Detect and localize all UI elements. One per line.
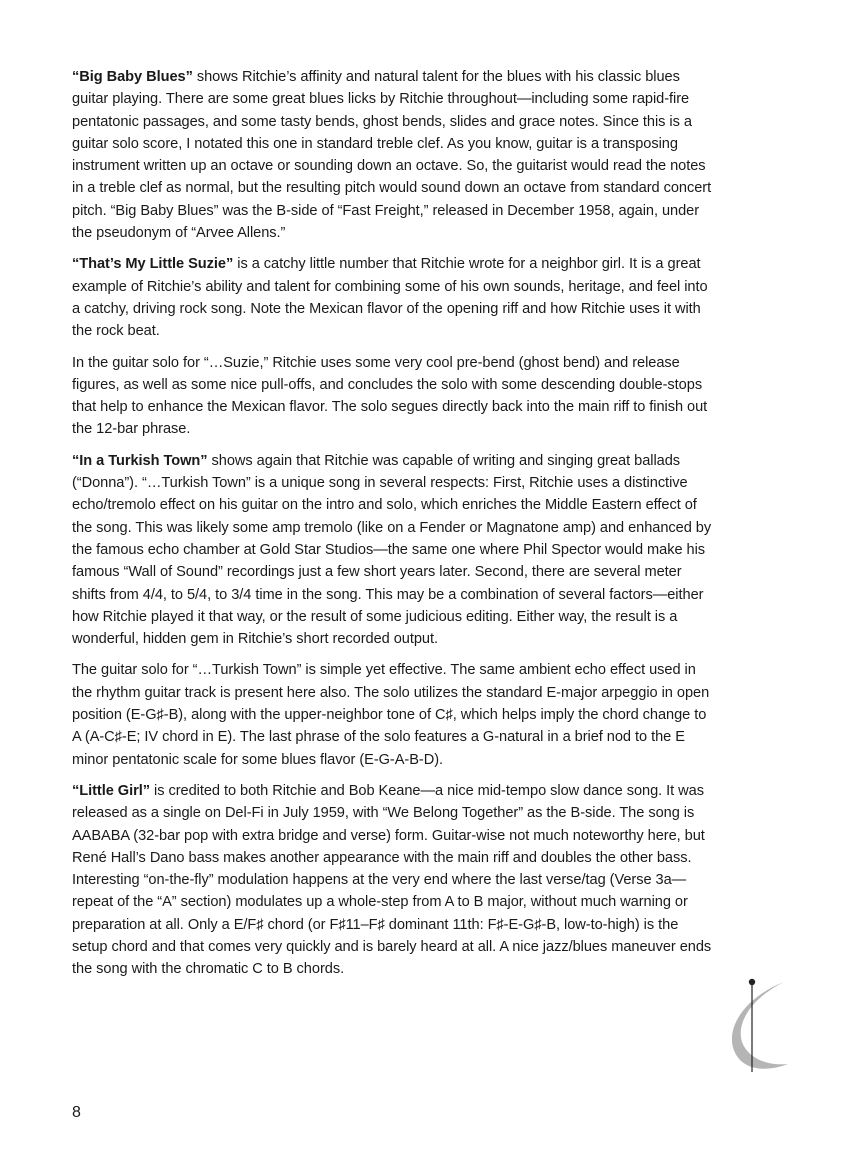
paragraph-little-girl <box>72 780 712 981</box>
paragraph-text: The guitar solo for “…Turkish Town” is simple yet effective. The same ambient echo effect used in the rhythm guitar track is present here also. The solo utilizes the standard E-major arpeggio in open position (E-G♯-B), along with the upper-neighbor tone of C♯, which helps imply the chord change to A (A-C♯-E; IV chord in E). The last phrase of the solo features a G-natural in a brief nod to the E minor pentatonic scale for some blues flavor (E-G-A-B-D). <box>72 662 710 768</box>
article-body <box>72 66 712 990</box>
song-title-little-girl: “Little Girl” <box>72 782 150 799</box>
song-title-in-a-turkish-town: “In a Turkish Town” <box>72 452 208 469</box>
page-number: 8 <box>72 1104 81 1121</box>
crescent-shape <box>732 982 788 1069</box>
crescent-ornament-icon <box>718 972 798 1076</box>
paragraph-thats-my-little-suzie <box>72 253 712 342</box>
song-title-thats-my-little-suzie: “That’s My Little Suzie” <box>72 256 234 273</box>
paragraph-text: In the guitar solo for “…Suzie,” Ritchie uses some very cool pre-bend (ghost bend) and release figures, as well as some nice pull-offs, and concludes the solo with some descending double-stops that help to enhance the Mexican flavor. The solo segues directly back into the main riff to finish out the 12-bar phrase. <box>72 354 708 438</box>
paragraph-big-baby-blues <box>72 66 712 244</box>
song-title-big-baby-blues: “Big Baby Blues” <box>72 69 193 85</box>
paragraph-text: is a catchy little number that Ritchie wrote for a neighbor girl. It is a great example of Ritchie’s ability and talent for combining some of his own sounds, heritage, and feel into a catchy, driving rock song. Note the Mexican flavor of the opening riff and how Ritchie uses it with the rock beat. <box>72 256 708 340</box>
paragraph-text: shows again that Ritchie was capable of writing and singing great ballads (“Donna”). “…Turkish Town” is a unique song in several respects: First, Ritchie uses a distinctive echo/tremolo effect on his guitar on the intro and solo, which enriches the Middle Eastern effect of the song. This was likely some amp tremolo (like on a Fender or Magnatone amp) and enhanced by the famous echo chamber at Gold Star Studios—the same one where Phil Spector would make his famous “Wall of Sound” recordings just a few short years later. Second, there are several meter shifts from 4/4, to 5/4, to 3/4 time in the song. This may be a combination of several factors—either how Ritchie played it that way, or the result of some judicious editing. Either way, the result is a wonderful, hidden gem in Ritchie’s short recorded output. <box>72 452 712 648</box>
paragraph-in-a-turkish-town <box>72 450 712 651</box>
paragraph-suzie-guitar-solo <box>72 352 712 441</box>
paragraph-text: shows Ritchie’s affinity and natural talent for the blues with his classic blues guitar playing. There are some great blues licks by Ritchie throughout—including some rapid-fire pentatonic passages, and some tasty bends, ghost bends, slides and grace notes. Since this is a guitar solo score, I notated this one in standard treble clef. As you know, guitar is a transposing instrument written up an octave or sounding down an octave. So, the guitarist would read the notes in a treble clef as normal, but the resulting pitch would sound down an octave from standard concert pitch. “Big Baby Blues” was the B-side of “Fast Freight,” released in December 1958, again, under the pseudonym of “Arvee Allens.” <box>72 69 712 242</box>
ornament-dot <box>749 979 755 985</box>
paragraph-text: is credited to both Ritchie and Bob Keane—a nice mid-tempo slow dance song. It was released as a single on Del-Fi in July 1959, with “We Belong Together” as the B-side. The song is AABABA (32-bar pop with extra bridge and verse) form. Guitar-wise not much noteworthy here, but René Hall’s Dano bass makes another appearance with the main riff and doubles the other bass. Interesting “on-the-fly” modulation happens at the very end where the last verse/tag (Verse 3a—repeat of the “A” section) modulates up a whole-step from A to B major, without much warning or preparation at all. Only a E/F♯ chord (or F♯11–F♯ dominant 11th: F♯-E-G♯-B, low-to-high) is the setup chord and that comes very quickly and is barely heard at all. A nice jazz/blues maneuver ends the song with the chromatic C to B chords. <box>72 782 712 978</box>
paragraph-turkish-town-guitar-solo <box>72 659 712 770</box>
